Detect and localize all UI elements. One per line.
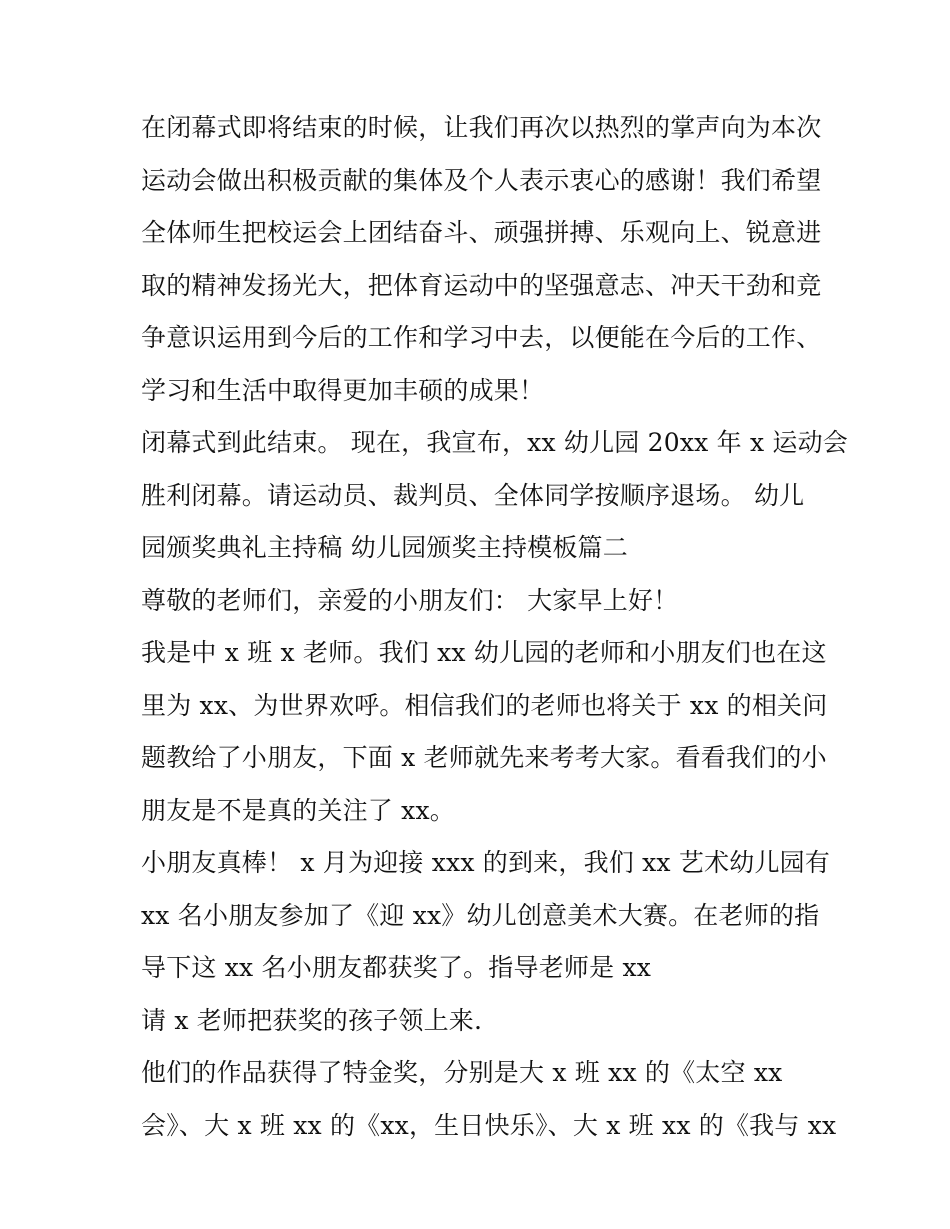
text-line: 闭幕式到此结束。 现在，我宣布，xx 幼儿园 20xx 年 x 运动会 bbox=[141, 428, 848, 457]
text-line: 取的精神发扬光大，把体育运动中的坚强意志、冲天干劲和竞 bbox=[141, 270, 822, 300]
text-line: 争意识运用到今后的工作和学习中去，以便能在今后的工作、 bbox=[141, 323, 822, 352]
text-line: 导下这 xx 名小朋友都获奖了。指导老师是 xx bbox=[141, 953, 652, 982]
text-line: 我是中 x 班 x 老师。我们 xx 幼儿园的老师和小朋友们也在这 bbox=[141, 638, 827, 667]
text-line: 学习和生活中取得更加丰硕的成果！ bbox=[141, 375, 545, 405]
text-line: 园颁奖典礼主持稿 幼儿园颁奖主持模板篇二 bbox=[141, 533, 628, 562]
text-line: 在闭幕式即将结束的时候，让我们再次以热烈的掌声向为本次 bbox=[141, 113, 822, 142]
document-body bbox=[141, 102, 848, 1152]
text-line: 尊敬的老师们，亲爱的小朋友们： 大家早上好！ bbox=[141, 585, 679, 615]
text-line: 里为 xx、为世界欢呼。相信我们的老师也将关于 xx 的相关问 bbox=[141, 690, 828, 720]
text-line: 题教给了小朋友，下面 x 老师就先来考考大家。看看我们的小 bbox=[141, 743, 827, 772]
text-line: 他们的作品获得了特金奖，分别是大 x 班 xx 的《太空 xx bbox=[141, 1058, 783, 1087]
text-line: 会》、大 x 班 xx 的《xx，生日快乐》、大 x 班 xx 的《我与 xx bbox=[141, 1110, 837, 1140]
text-line: 请 x 老师把获奖的孩子领上来. bbox=[141, 1005, 483, 1035]
text-line: 朋友是不是真的关注了 xx。 bbox=[141, 795, 455, 825]
text-line: 胜利闭幕。请运动员、裁判员、全体同学按顺序退场。 幼儿 bbox=[141, 480, 805, 510]
text-line: xx 名小朋友参加了《迎 xx》幼儿创意美术大赛。在老师的指 bbox=[141, 900, 820, 930]
text-line: 全体师生把校运会上团结奋斗、顽强拼搏、乐观向上、锐意进 bbox=[141, 218, 822, 247]
text-line: 小朋友真棒！ x 月为迎接 xxx 的到来，我们 xx 艺术幼儿园有 bbox=[141, 848, 831, 877]
text-line: 运动会做出积极贡献的集体及个人表示衷心的感谢！我们希望 bbox=[141, 165, 822, 195]
